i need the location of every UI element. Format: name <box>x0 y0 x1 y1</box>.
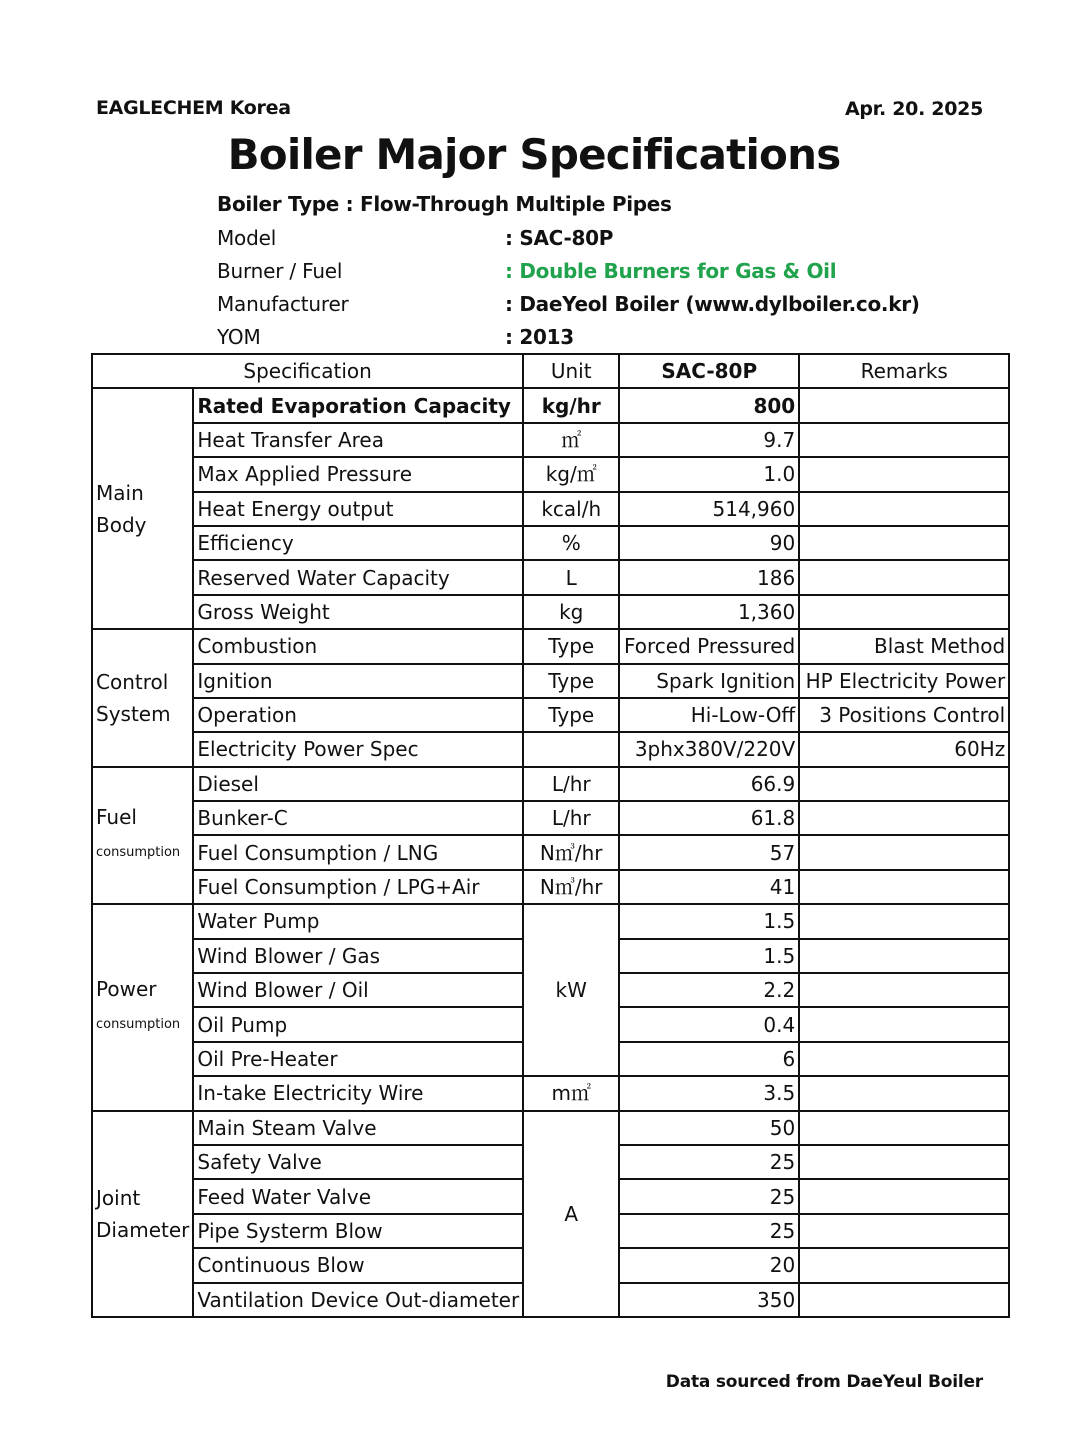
group-power-consumption <box>92 904 193 1110</box>
company-name: EAGLECHEM Korea <box>96 97 291 119</box>
group-label: Joint <box>96 1185 141 1210</box>
spec-name: Pipe Systerm Blow <box>193 1214 523 1248</box>
group-label: System <box>96 701 171 726</box>
spec-value: 514,960 <box>619 492 799 526</box>
spec-remarks <box>799 1179 1009 1213</box>
spec-remarks <box>799 973 1009 1007</box>
spec-name: Water Pump <box>193 904 523 938</box>
table-row <box>92 492 1009 526</box>
group-fuel-consumption <box>92 767 193 905</box>
spec-value: 25 <box>619 1179 799 1213</box>
spec-value: 61.8 <box>619 801 799 835</box>
spec-unit: Type <box>523 664 619 698</box>
group-label: Fuel <box>96 805 137 830</box>
spec-name: Max Applied Pressure <box>193 457 523 491</box>
spec-value: 1,360 <box>619 595 799 629</box>
group-joint-diameter <box>92 1111 193 1317</box>
spec-remarks: Blast Method <box>799 629 1009 663</box>
spec-name: Diesel <box>193 767 523 801</box>
spec-remarks: 3 Positions Control <box>799 698 1009 732</box>
spec-remarks <box>799 904 1009 938</box>
table-row <box>92 595 1009 629</box>
spec-table <box>91 353 1010 1318</box>
spec-name: Ignition <box>193 664 523 698</box>
spec-unit: % <box>523 526 619 560</box>
spec-remarks <box>799 939 1009 973</box>
spec-name: Oil Pre-Heater <box>193 1042 523 1076</box>
spec-value: 0.4 <box>619 1007 799 1041</box>
group-label: Diameter <box>96 1217 190 1242</box>
info-value: : 2013 <box>505 325 574 349</box>
spec-unit: kg <box>523 595 619 629</box>
spec-remarks <box>799 1248 1009 1282</box>
spec-unit-merged: kW <box>523 904 619 1076</box>
spec-remarks <box>799 526 1009 560</box>
header-model: SAC-80P <box>619 354 799 388</box>
document-date: Apr. 20. 2025 <box>844 98 983 120</box>
boiler-info <box>217 188 997 354</box>
spec-value: Hi-Low-Off <box>619 698 799 732</box>
spec-unit: L/hr <box>523 767 619 801</box>
info-label: Burner / Fuel <box>217 259 343 283</box>
spec-unit: Type <box>523 698 619 732</box>
info-row-manufacturer <box>217 288 997 321</box>
spec-value: 1.5 <box>619 939 799 973</box>
spec-remarks <box>799 492 1009 526</box>
spec-value: 3.5 <box>619 1076 799 1110</box>
spec-remarks <box>799 1111 1009 1145</box>
info-label: YOM <box>217 325 261 349</box>
table-row <box>92 457 1009 491</box>
spec-name: Feed Water Valve <box>193 1179 523 1213</box>
spec-unit: N㎥/hr <box>523 835 619 869</box>
spec-unit: N㎥/hr <box>523 870 619 904</box>
spec-value: 50 <box>619 1111 799 1145</box>
spec-value: 9.7 <box>619 423 799 457</box>
table-row <box>92 423 1009 457</box>
page-title: Boiler Major Specifications <box>227 130 841 179</box>
table-row <box>92 560 1009 594</box>
spec-remarks <box>799 767 1009 801</box>
spec-value: 1.0 <box>619 457 799 491</box>
header-remarks: Remarks <box>799 354 1009 388</box>
table-row <box>92 767 1009 801</box>
info-label: Manufacturer <box>217 292 349 316</box>
group-label: Body <box>96 512 147 537</box>
spec-value: 800 <box>619 388 799 422</box>
spec-value: 90 <box>619 526 799 560</box>
group-label-small: consumption <box>96 845 181 861</box>
spec-value: 20 <box>619 1248 799 1282</box>
spec-unit: kcal/h <box>523 492 619 526</box>
info-row-model <box>217 222 997 255</box>
info-row-burner-fuel <box>217 255 997 288</box>
spec-value: Spark Ignition <box>619 664 799 698</box>
spec-name: Wind Blower / Oil <box>193 973 523 1007</box>
spec-unit-merged: A <box>523 1111 619 1317</box>
spec-remarks <box>799 388 1009 422</box>
spec-remarks <box>799 801 1009 835</box>
spec-value: 186 <box>619 560 799 594</box>
spec-value: 3phx380V/220V <box>619 732 799 766</box>
spec-name: Heat Energy output <box>193 492 523 526</box>
group-control-system <box>92 629 193 767</box>
spec-value: 6 <box>619 1042 799 1076</box>
spec-value: 350 <box>619 1283 799 1317</box>
table-row <box>92 835 1009 869</box>
spec-unit: kg/hr <box>523 388 619 422</box>
table-row <box>92 732 1009 766</box>
spec-name: Bunker-C <box>193 801 523 835</box>
spec-name: Electricity Power Spec <box>193 732 523 766</box>
spec-remarks <box>799 1042 1009 1076</box>
spec-remarks <box>799 560 1009 594</box>
group-label-small: consumption <box>96 1017 181 1033</box>
spec-name: Continuous Blow <box>193 1248 523 1282</box>
spec-remarks: 60Hz <box>799 732 1009 766</box>
spec-name: Combustion <box>193 629 523 663</box>
info-value-highlight: : Double Burners for Gas & Oil <box>505 259 837 283</box>
spec-unit: L/hr <box>523 801 619 835</box>
spec-name: Efficiency <box>193 526 523 560</box>
spec-remarks <box>799 423 1009 457</box>
table-row <box>92 1111 1009 1145</box>
spec-unit: ㎡ <box>523 423 619 457</box>
spec-unit: Type <box>523 629 619 663</box>
info-value: : DaeYeol Boiler (www.dylboiler.co.kr) <box>505 292 920 316</box>
spec-value: 57 <box>619 835 799 869</box>
table-row <box>92 801 1009 835</box>
group-label: Power <box>96 977 157 1002</box>
spec-value: 25 <box>619 1214 799 1248</box>
group-main-body <box>92 388 193 629</box>
spec-remarks <box>799 457 1009 491</box>
spec-remarks <box>799 1007 1009 1041</box>
table-row <box>92 1076 1009 1110</box>
source-note: Data sourced from DaeYeul Boiler <box>665 1372 983 1392</box>
spec-name: Fuel Consumption / LNG <box>193 835 523 869</box>
spec-value: 66.9 <box>619 767 799 801</box>
table-row <box>92 629 1009 663</box>
spec-remarks <box>799 1283 1009 1317</box>
spec-name: Reserved Water Capacity <box>193 560 523 594</box>
spec-name: In-take Electricity Wire <box>193 1076 523 1110</box>
spec-value: Forced Pressured <box>619 629 799 663</box>
spec-name: Vantilation Device Out-diameter <box>193 1283 523 1317</box>
info-label: Model <box>217 226 277 250</box>
boiler-type: Boiler Type : Flow-Through Multiple Pipes <box>217 192 672 216</box>
spec-value: 2.2 <box>619 973 799 1007</box>
group-label: Control <box>96 669 169 694</box>
spec-name: Safety Valve <box>193 1145 523 1179</box>
spec-name: Wind Blower / Gas <box>193 939 523 973</box>
spec-remarks <box>799 1145 1009 1179</box>
spec-unit <box>523 732 619 766</box>
table-row <box>92 388 1009 422</box>
spec-unit: L <box>523 560 619 594</box>
info-value: : SAC-80P <box>505 226 614 250</box>
header-unit: Unit <box>523 354 619 388</box>
spec-remarks: HP Electricity Power <box>799 664 1009 698</box>
table-row <box>92 526 1009 560</box>
spec-remarks <box>799 835 1009 869</box>
spec-unit: kg/㎡ <box>523 457 619 491</box>
spec-unit: m㎡ <box>523 1076 619 1110</box>
spec-name: Main Steam Valve <box>193 1111 523 1145</box>
spec-remarks <box>799 1076 1009 1110</box>
spec-remarks <box>799 595 1009 629</box>
spec-name: Gross Weight <box>193 595 523 629</box>
table-row <box>92 870 1009 904</box>
table-row <box>92 664 1009 698</box>
spec-remarks <box>799 1214 1009 1248</box>
info-row-yom <box>217 321 997 354</box>
spec-name: Heat Transfer Area <box>193 423 523 457</box>
table-row <box>92 698 1009 732</box>
group-label: Main <box>96 480 144 505</box>
spec-name: Oil Pump <box>193 1007 523 1041</box>
spec-value: 1.5 <box>619 904 799 938</box>
table-header-row <box>92 354 1009 388</box>
table-row <box>92 904 1009 938</box>
spec-name: Fuel Consumption / LPG+Air <box>193 870 523 904</box>
spec-name: Rated Evaporation Capacity <box>193 388 523 422</box>
spec-value: 41 <box>619 870 799 904</box>
spec-value: 25 <box>619 1145 799 1179</box>
spec-remarks <box>799 870 1009 904</box>
header-specification: Specification <box>92 354 523 388</box>
spec-name: Operation <box>193 698 523 732</box>
